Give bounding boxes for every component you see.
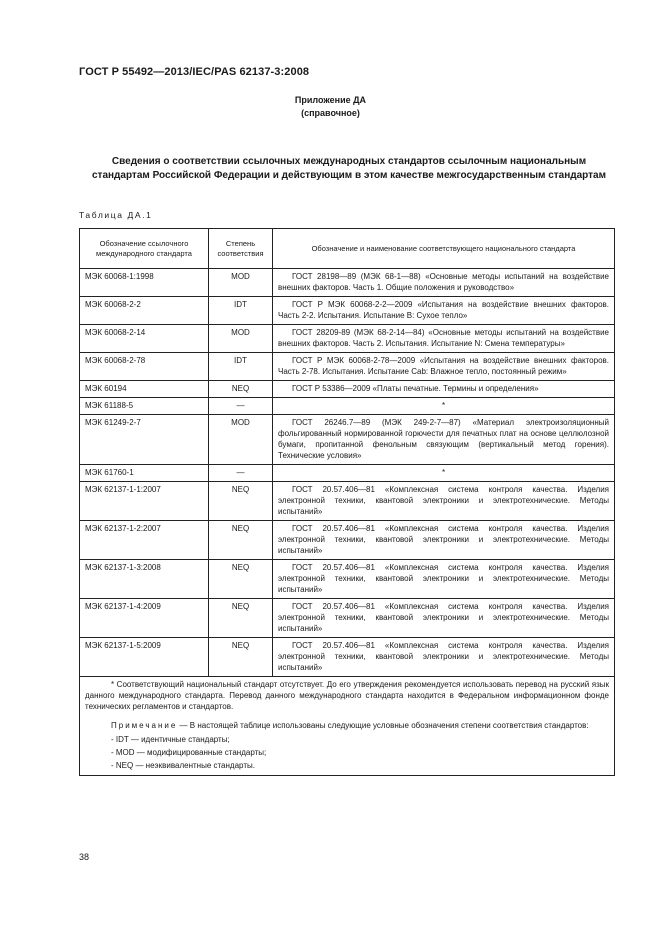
column-header-degree: Степень соответствия	[209, 229, 273, 269]
national-standard-cell: ГОСТ 26246.7—89 (МЭК 249-2-7—87) «Материал электроизоляционный фольгированный нормированной горючести для печатных плат на основе целлюлозной бумаги, пропитанной фенольным связующим (вертикальный метод горения). Технические условия»	[273, 415, 615, 465]
table-footer-row	[80, 677, 615, 776]
intl-standard-cell: МЭК 60068-2-14	[80, 325, 209, 353]
degree-cell: NEQ	[209, 521, 273, 560]
page-number: 38	[79, 852, 90, 862]
table-footer	[80, 677, 615, 776]
intl-standard-cell: МЭК 61760-1	[80, 465, 209, 482]
degree-cell: NEQ	[209, 560, 273, 599]
national-standard-cell: ГОСТ 28198—89 (МЭК 68-1—88) «Основные методы испытаний на воздействие внешних факторов. Часть 1. Общие положения и руководство»	[273, 269, 615, 297]
table-row	[80, 482, 615, 521]
document-header: ГОСТ Р 55492—2013/IEC/PAS 62137-3:2008	[79, 66, 310, 78]
table-row	[80, 465, 615, 482]
column-header-national: Обозначение и наименование соответствующего национального стандарта	[273, 229, 615, 269]
appendix-title: Приложение ДА	[294, 95, 367, 105]
degree-cell: MOD	[209, 269, 273, 297]
intl-standard-cell: МЭК 62137-1-5:2009	[80, 638, 209, 677]
table-row	[80, 269, 615, 297]
note-text: — В настоящей таблице использованы следующие условные обозначения степени соответствия стандартов:	[179, 721, 589, 730]
national-standard-cell: ГОСТ Р МЭК 60068-2-2—2009 «Испытания на воздействие внешних факторов. Часть 2-2. Испытания. Испытание В: Сухое тепло»	[273, 297, 615, 325]
appendix-subtitle: (справочное)	[301, 108, 360, 118]
table-row	[80, 560, 615, 599]
section-title: Сведения о соответствии ссылочных международных стандартов ссылочным национальным стандартам Российской Федерации и действующим в этом качестве межгосударственным стандартам	[91, 156, 607, 181]
degree-cell: IDT	[209, 297, 273, 325]
reference-table	[79, 228, 615, 776]
table-row	[80, 297, 615, 325]
table-row	[80, 353, 615, 381]
table-row	[80, 599, 615, 638]
degree-cell: IDT	[209, 353, 273, 381]
degree-cell: NEQ	[209, 599, 273, 638]
intl-standard-cell: МЭК 61188-5	[80, 398, 209, 415]
intl-standard-cell: МЭК 60068-2-78	[80, 353, 209, 381]
table-row	[80, 398, 615, 415]
intl-standard-cell: МЭК 62137-1-1:2007	[80, 482, 209, 521]
note	[85, 720, 609, 731]
table-row	[80, 325, 615, 353]
table-header-row	[80, 229, 615, 269]
legend-item-idt: - IDT — идентичные стандарты;	[111, 735, 230, 744]
national-standard-cell: ГОСТ 28209-89 (МЭК 68-2-14—84) «Основные методы испытаний на воздействие внешних факторов. Часть 2. Испытания. Испытание N: Смена температуры»	[273, 325, 615, 353]
table-row	[80, 415, 615, 465]
national-standard-cell: ГОСТ Р 53386—2009 «Платы печатные. Термины и определения»	[273, 381, 615, 398]
intl-standard-cell: МЭК 60068-1:1998	[80, 269, 209, 297]
table-caption: Таблица ДА.1	[79, 210, 153, 220]
degree-cell: NEQ	[209, 482, 273, 521]
degree-cell: MOD	[209, 415, 273, 465]
national-standard-cell: ГОСТ 20.57.406—81 «Комплексная система контроля качества. Изделия электронной техники, квантовой электроники и электротехнические. Методы испытаний»	[273, 638, 615, 677]
note-label: Примечание	[111, 721, 178, 730]
table-row	[80, 638, 615, 677]
column-header-intl: Обозначение ссылочного международного стандарта	[80, 229, 209, 269]
national-standard-cell: ГОСТ 20.57.406—81 «Комплексная система контроля качества. Изделия электронной техники, квантовой электроники и электротехнические. Методы испытаний»	[273, 599, 615, 638]
national-standard-cell: *	[273, 465, 615, 482]
appendix-heading	[0, 94, 661, 120]
national-standard-cell: ГОСТ 20.57.406—81 «Комплексная система контроля качества. Изделия электронной техники, квантовой электроники и электротехнические. Методы испытаний»	[273, 560, 615, 599]
degree-cell: MOD	[209, 325, 273, 353]
degree-cell: NEQ	[209, 381, 273, 398]
intl-standard-cell: МЭК 60194	[80, 381, 209, 398]
legend-item-mod: - MOD — модифицированные стандарты;	[111, 748, 267, 757]
degree-cell: —	[209, 398, 273, 415]
table-row	[80, 381, 615, 398]
national-standard-cell: *	[273, 398, 615, 415]
national-standard-cell: ГОСТ 20.57.406—81 «Комплексная система контроля качества. Изделия электронной техники, квантовой электроники и электротехнические. Методы испытаний»	[273, 482, 615, 521]
national-standard-cell: ГОСТ 20.57.406—81 «Комплексная система контроля качества. Изделия электронной техники, квантовой электроники и электротехнические. Методы испытаний»	[273, 521, 615, 560]
intl-standard-cell: МЭК 62137-1-2:2007	[80, 521, 209, 560]
intl-standard-cell: МЭК 60068-2-2	[80, 297, 209, 325]
intl-standard-cell: МЭК 62137-1-4:2009	[80, 599, 209, 638]
degree-cell: —	[209, 465, 273, 482]
intl-standard-cell: МЭК 61249-2-7	[80, 415, 209, 465]
national-standard-cell: ГОСТ Р МЭК 60068-2-78—2009 «Испытания на воздействие внешних факторов. Часть 2-78. Испытания. Испытание Cab: Влажное тепло, постоянный режим»	[273, 353, 615, 381]
footnote: * Соответствующий национальный стандарт отсутствует. До его утверждения рекомендуется использовать перевод на русский язык данного международного стандарта. Перевод данного международного стандарта находится в Федеральном информационном фонде технических регламентов и стандартов.	[85, 680, 609, 711]
intl-standard-cell: МЭК 62137-1-3:2008	[80, 560, 209, 599]
table-row	[80, 521, 615, 560]
degree-cell: NEQ	[209, 638, 273, 677]
legend-item-neq: - NEQ — неэквивалентные стандарты.	[111, 761, 255, 770]
